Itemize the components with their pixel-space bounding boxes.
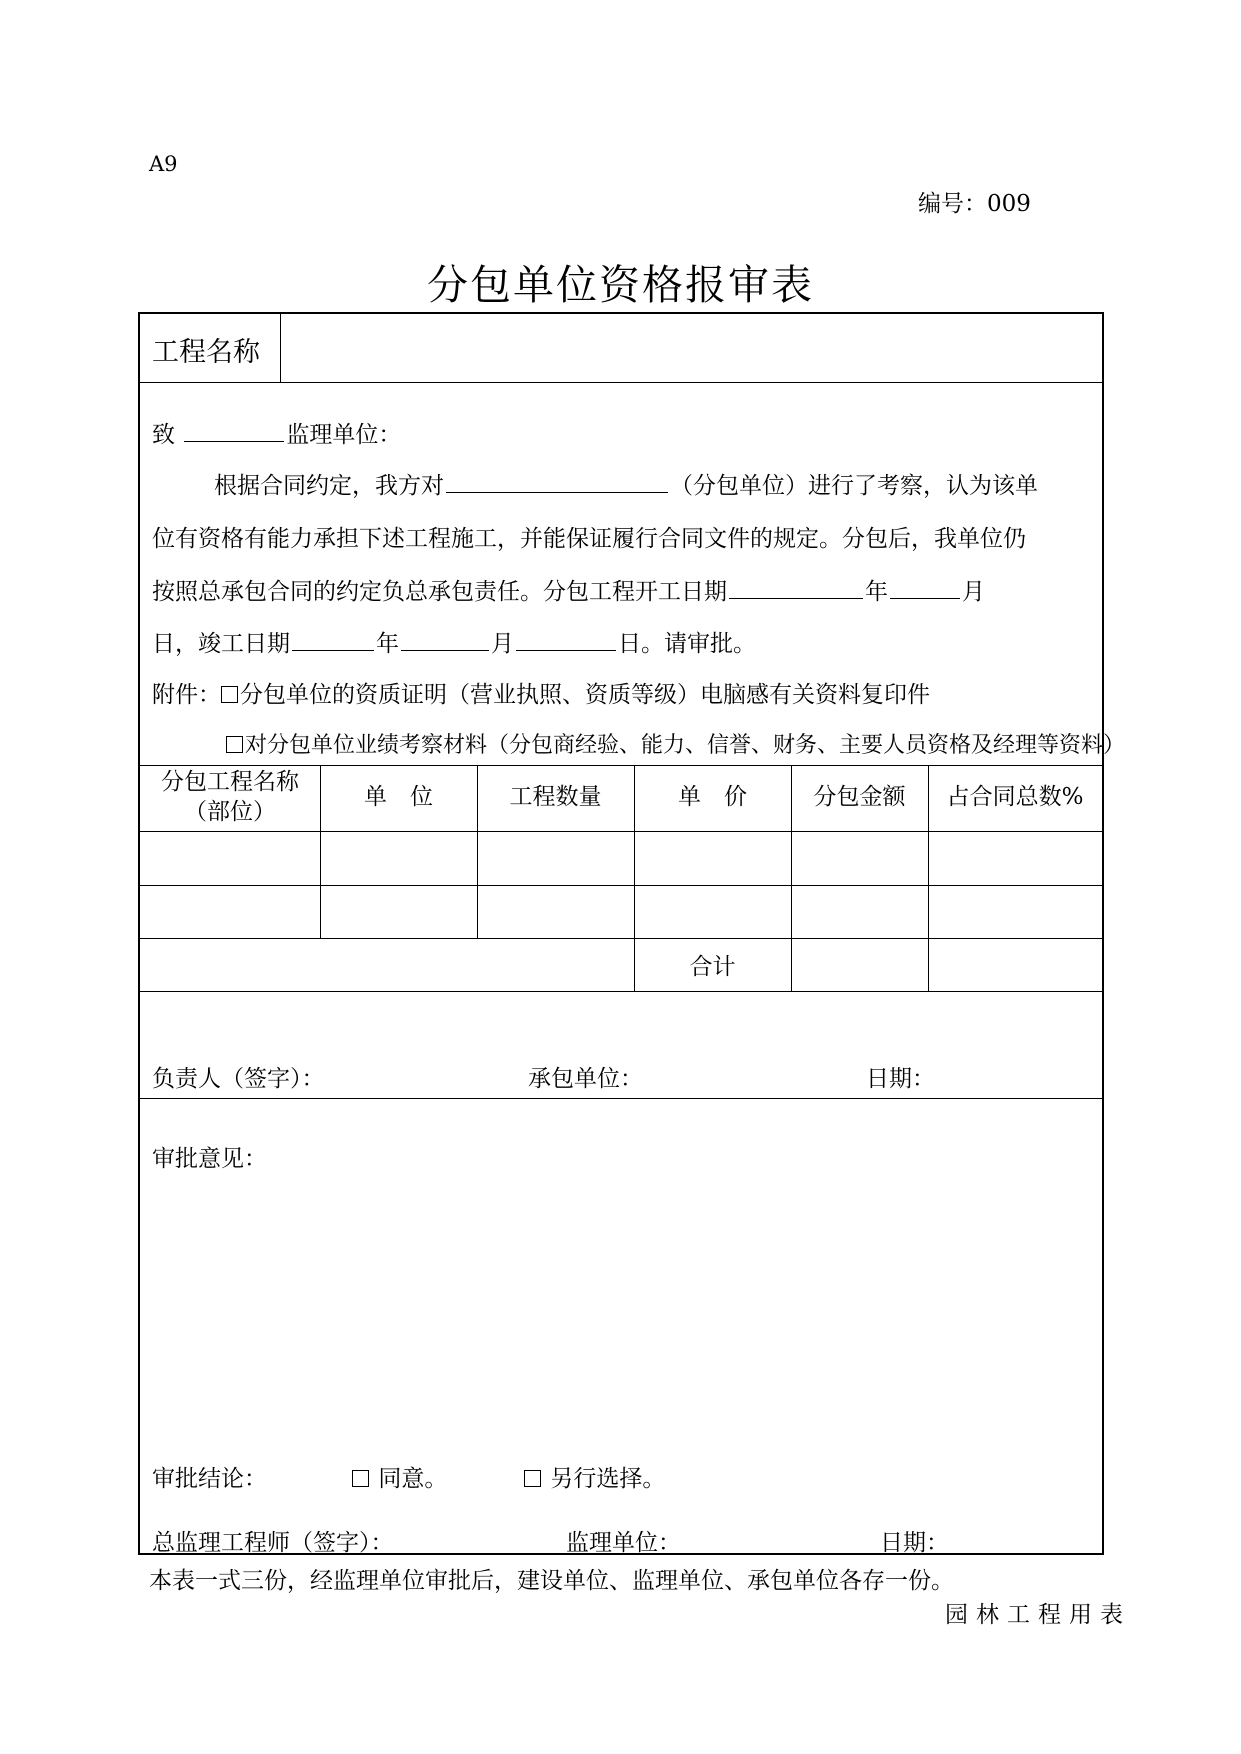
approval-option-other: [524, 1460, 665, 1493]
end-date-month-blank[interactable]: [401, 628, 489, 651]
end-date-day-blank[interactable]: [516, 628, 616, 651]
contractor-person-sign: 负责人（签字）：: [152, 1066, 325, 1092]
agree-label: 同意。: [378, 1466, 448, 1492]
footnote: 本表一式三份，经监理单位审批后，建设单位、监理单位、承包单位各存一份。: [149, 1568, 954, 1594]
table-header-text: 分包工程名称: [161, 769, 299, 795]
divider: [140, 382, 1102, 383]
document-number-label: 编号：: [918, 191, 987, 217]
agree-checkbox[interactable]: [352, 1470, 369, 1487]
subcontractor-blank[interactable]: [446, 470, 668, 493]
attachment-label: 附件：: [152, 682, 221, 708]
divider: [280, 314, 281, 382]
form-code: A9: [149, 152, 178, 176]
paragraph-text: 按照总承包合同的约定负总承包责任。分包工程开工日期: [152, 579, 727, 605]
table-header-quantity: 工程数量: [509, 784, 602, 810]
table-header-percent: 占合同总数%: [946, 784, 1084, 810]
contractor-unit-label: 承包单位：: [528, 1066, 643, 1092]
start-date-year-blank[interactable]: [729, 576, 863, 599]
paragraph-line-1: [214, 467, 1038, 500]
approval-option-agree: [352, 1460, 447, 1493]
footer-brand: 园林工程用表: [945, 1602, 1131, 1628]
addressee-prefix: 致: [152, 422, 175, 448]
month-label: 月: [962, 579, 985, 605]
addressee-suffix: 监理单位：: [286, 422, 402, 448]
divider: [140, 1098, 1102, 1099]
table-header-unit: 单 位: [364, 784, 433, 810]
start-date-month-blank[interactable]: [890, 576, 960, 599]
attachment-2-text: 对分包单位业绩考察材料（分包商经验、能力、信誉、财务、主要人员资格及经理等资料）: [245, 733, 1126, 758]
table-header-text: （部位）: [184, 799, 276, 825]
year-label: 年: [865, 579, 888, 605]
document-number-value: 009: [987, 191, 1031, 217]
divider: [140, 938, 1102, 939]
table-header-amount: 分包金额: [813, 784, 906, 810]
table-total-label: 合计: [689, 954, 736, 980]
table-header-item-name: [140, 767, 320, 827]
divider: [477, 765, 478, 938]
paragraph-text: 根据合同约定，我方对: [214, 473, 444, 499]
approval-date-label: 日期：: [880, 1530, 949, 1556]
supervisor-unit-label: 监理单位：: [566, 1530, 681, 1556]
form-frame: [138, 312, 1126, 1556]
attachment-line-2: [226, 728, 1125, 759]
divider: [320, 765, 321, 938]
addressee-line: [152, 416, 401, 449]
end-date-year-blank[interactable]: [292, 628, 374, 651]
paragraph-text: （分包单位）进行了考察，认为该单: [670, 473, 1038, 499]
approval-conclusion-label: 审批结论：: [152, 1466, 267, 1492]
divider: [140, 831, 1102, 832]
divider: [791, 765, 792, 991]
attachment-1-text: 分包单位的资质证明（营业执照、资质等级）电脑感有关资料复印件: [240, 682, 930, 708]
attachment-line-1: [152, 676, 930, 709]
divider: [928, 765, 929, 991]
paragraph-line-4: [152, 625, 756, 658]
document-number: [918, 185, 1031, 218]
other-choice-checkbox[interactable]: [524, 1470, 541, 1487]
paragraph-line-3: [152, 573, 985, 606]
paragraph-line-2: 位有资格有能力承担下述工程施工，并能保证履行合同文件的规定。分包后，我单位仍: [152, 526, 1026, 552]
supervisor-unit-blank[interactable]: [184, 419, 284, 442]
divider: [140, 885, 1102, 886]
attachment-2-checkbox[interactable]: [226, 736, 243, 753]
chief-engineer-sign: 总监理工程师（签字）：: [152, 1530, 394, 1556]
divider: [140, 991, 1102, 992]
table-header-unit-price: 单 价: [678, 784, 747, 810]
page-title: 分包单位资格报审表: [427, 261, 814, 309]
year-label: 年: [376, 631, 399, 657]
attachment-1-checkbox[interactable]: [221, 686, 238, 703]
divider: [140, 765, 1102, 766]
other-choice-label: 另行选择。: [550, 1466, 666, 1492]
paragraph-text: 日。请审批。: [618, 631, 756, 657]
paragraph-text: 日，竣工日期: [152, 631, 290, 657]
approval-opinion-label: 审批意见：: [152, 1146, 267, 1172]
contractor-date-label: 日期：: [866, 1066, 935, 1092]
project-name-label: 工程名称: [152, 337, 260, 368]
month-label: 月: [491, 631, 514, 657]
